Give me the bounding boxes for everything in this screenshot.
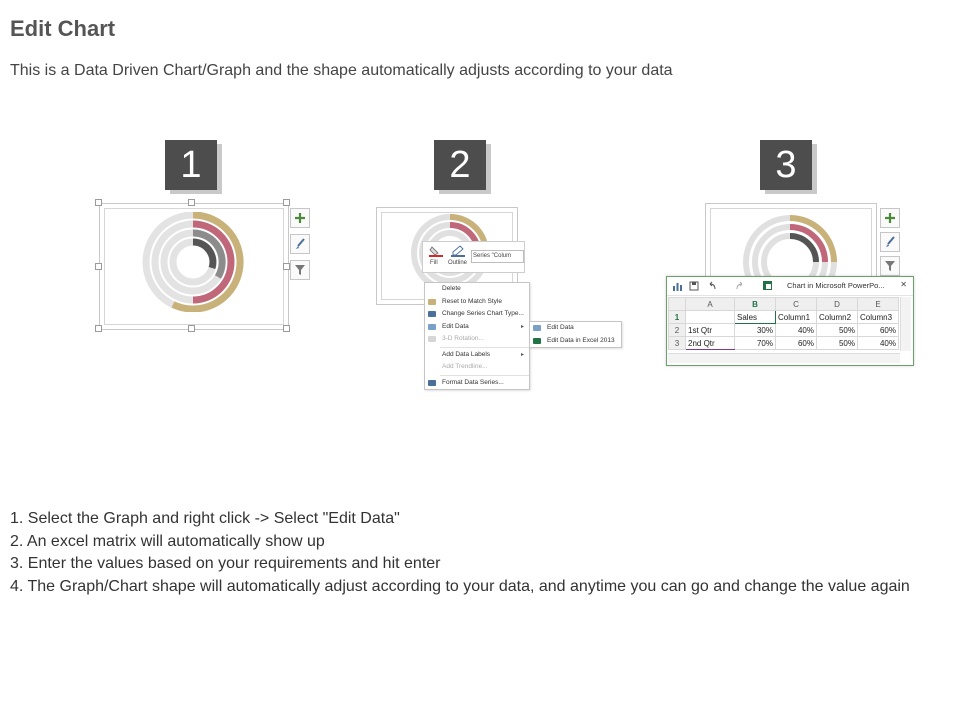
submenu-item-edit-data-excel[interactable] xyxy=(530,335,621,348)
menu-item-delete[interactable] xyxy=(425,283,529,296)
menu-item-reset-style[interactable] xyxy=(425,296,529,309)
plus-icon xyxy=(294,212,306,224)
cell[interactable]: 70% xyxy=(735,337,776,350)
excel-titlebar xyxy=(667,277,913,296)
menu-item-label: Edit Data in Excel 2013 xyxy=(547,336,615,344)
page-subtitle: This is a Data Driven Chart/Graph and the shape automatically adjusts according to your data xyxy=(10,62,673,79)
chart-elements-button[interactable] xyxy=(290,208,310,228)
menu-item-label: Format Data Series... xyxy=(442,378,504,386)
instructions xyxy=(10,508,940,598)
chart-filters-button[interactable] xyxy=(880,256,900,276)
resize-handle[interactable] xyxy=(283,325,290,332)
step-badge-1: 1 xyxy=(165,140,217,190)
save-icon[interactable] xyxy=(689,281,699,291)
instruction-step-4: 4. The Graph/Chart shape will automatically adjust according to your data, and anytime you can go and change the value again xyxy=(10,577,910,595)
edit-data-submenu xyxy=(529,321,622,348)
cell[interactable]: Column3 xyxy=(858,311,899,324)
table-icon xyxy=(428,324,436,330)
resize-handle[interactable] xyxy=(95,263,102,270)
grid-corner[interactable] xyxy=(669,298,686,311)
menu-separator xyxy=(440,347,529,348)
row-header[interactable]: 2 xyxy=(669,324,686,337)
donut-chart-1[interactable] xyxy=(138,212,248,312)
resize-handle[interactable] xyxy=(283,199,290,206)
filter-icon xyxy=(884,260,896,272)
cell[interactable]: 60% xyxy=(858,324,899,337)
menu-item-label: Edit Data xyxy=(442,322,469,330)
series-select[interactable] xyxy=(471,250,524,263)
menu-separator xyxy=(440,375,529,376)
instruction-step-1: 1. Select the Graph and right click -> Select "Edit Data" xyxy=(10,510,400,527)
menu-item-edit-data[interactable] xyxy=(425,321,529,334)
col-header[interactable]: E xyxy=(858,298,899,311)
close-icon[interactable]: ✕ xyxy=(900,280,907,289)
context-menu xyxy=(424,282,530,390)
chart-icon xyxy=(673,281,683,291)
cell[interactable]: Sales xyxy=(735,311,776,324)
col-header[interactable]: A xyxy=(686,298,735,311)
step-badge-2: 2 xyxy=(434,140,486,190)
menu-item-add-data-labels[interactable] xyxy=(425,349,529,362)
brush-icon xyxy=(294,238,306,250)
row-header[interactable]: 1 xyxy=(669,311,686,324)
table-row xyxy=(669,337,899,350)
chart-styles-button[interactable] xyxy=(290,234,310,254)
resize-handle[interactable] xyxy=(188,325,195,332)
cell[interactable]: 50% xyxy=(817,324,858,337)
submenu-item-edit-data[interactable] xyxy=(530,322,621,335)
menu-item-3d-rotation xyxy=(425,333,529,346)
fill-label: Fill xyxy=(430,260,438,266)
fill-bucket-icon[interactable] xyxy=(429,245,443,257)
table-row xyxy=(669,324,899,337)
resize-handle[interactable] xyxy=(283,263,290,270)
menu-item-label: Add Data Labels xyxy=(442,350,491,358)
horizontal-scrollbar[interactable] xyxy=(668,353,900,363)
chart-filters-button[interactable] xyxy=(290,260,310,280)
cell[interactable]: Column2 xyxy=(817,311,858,324)
menu-item-label: Reset to Match Style xyxy=(442,297,502,305)
outline-label: Outline xyxy=(448,260,468,266)
plus-icon xyxy=(884,212,896,224)
submenu-arrow-icon: ▸ xyxy=(520,323,524,330)
instruction-step-3: 3. Enter the values based on your requirements and hit enter xyxy=(10,555,441,572)
ring-series-dark xyxy=(193,242,213,268)
cell[interactable]: Column1 xyxy=(776,311,817,324)
outline-pen-icon[interactable] xyxy=(451,245,465,257)
mini-format-toolbar xyxy=(422,241,525,273)
cell[interactable]: 40% xyxy=(858,337,899,350)
cell[interactable]: 40% xyxy=(776,324,817,337)
cell[interactable] xyxy=(686,311,735,324)
page-title: Edit Chart xyxy=(10,16,116,41)
cell[interactable]: 1st Qtr xyxy=(686,324,735,337)
menu-item-label: Add Trendline... xyxy=(442,363,488,370)
step-badge-3: 3 xyxy=(760,140,812,190)
resize-handle[interactable] xyxy=(95,325,102,332)
reset-style-icon xyxy=(428,299,436,305)
rotate-icon xyxy=(428,336,436,342)
brush-icon xyxy=(884,236,896,248)
resize-handle[interactable] xyxy=(188,199,195,206)
submenu-arrow-icon: ▸ xyxy=(520,351,524,358)
menu-item-label: 3-D Rotation... xyxy=(442,335,484,342)
menu-item-label: Edit Data xyxy=(547,324,574,331)
excel-window-title: Chart in Microsoft PowerPo... xyxy=(787,281,885,290)
chart-elements-button[interactable] xyxy=(880,208,900,228)
format-icon xyxy=(428,380,436,386)
series-select-value: Series "Colum xyxy=(473,253,512,259)
excel-grid xyxy=(668,297,899,350)
excel-icon xyxy=(533,338,541,344)
ring-series-dark xyxy=(790,236,816,262)
menu-item-change-chart-type[interactable] xyxy=(425,308,529,321)
excel-data-window xyxy=(666,276,914,366)
menu-item-format-data-series[interactable] xyxy=(425,377,529,390)
edit-in-excel-icon[interactable] xyxy=(763,281,773,291)
filter-icon xyxy=(294,264,306,276)
donut-chart-3[interactable] xyxy=(740,212,840,282)
cell[interactable]: 2nd Qtr xyxy=(686,337,735,350)
undo-icon[interactable] xyxy=(707,281,717,291)
cell[interactable]: 50% xyxy=(817,337,858,350)
menu-item-label: Change Series Chart Type... xyxy=(442,310,524,317)
redo-icon[interactable] xyxy=(735,281,745,291)
col-header[interactable]: C xyxy=(776,298,817,311)
table-icon xyxy=(533,325,541,331)
menu-item-add-trendline xyxy=(425,361,529,374)
col-header[interactable]: D xyxy=(817,298,858,311)
instruction-step-2: 2. An excel matrix will automatically show up xyxy=(10,532,325,550)
cell[interactable]: 60% xyxy=(776,337,817,350)
chart-type-icon xyxy=(428,311,436,317)
menu-item-label: Delete xyxy=(442,285,461,292)
chart-styles-button[interactable] xyxy=(880,232,900,252)
vertical-scrollbar[interactable] xyxy=(900,297,911,351)
col-header[interactable]: B xyxy=(735,298,776,311)
row-header[interactable]: 3 xyxy=(669,337,686,350)
cell[interactable]: 30% xyxy=(735,324,776,337)
table-row xyxy=(669,311,899,324)
resize-handle[interactable] xyxy=(95,199,102,206)
